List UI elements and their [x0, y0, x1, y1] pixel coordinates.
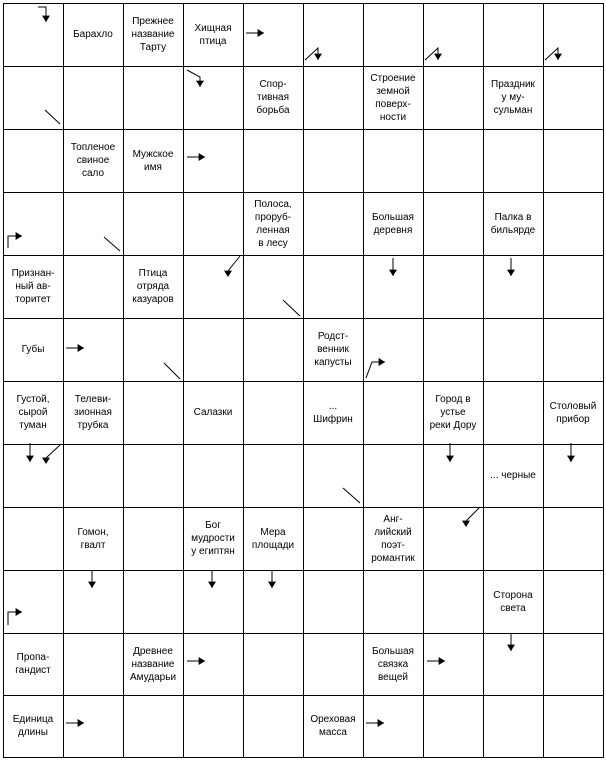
answer-cell[interactable] — [63, 192, 124, 256]
answer-cell[interactable] — [243, 695, 304, 758]
answer-cell[interactable] — [3, 507, 64, 571]
answer-cell[interactable] — [423, 695, 484, 758]
answer-cell[interactable] — [183, 318, 244, 382]
answer-cell[interactable] — [483, 633, 544, 696]
answer-cell[interactable] — [183, 192, 244, 256]
answer-cell[interactable] — [543, 66, 604, 130]
clue-cell — [63, 3, 124, 67]
answer-cell[interactable] — [183, 570, 244, 634]
clue-cell — [3, 255, 64, 319]
answer-cell[interactable] — [183, 633, 244, 696]
clue-c-douro: Город в устье реки Дору — [429, 394, 477, 431]
answer-cell[interactable] — [303, 192, 364, 256]
answer-cell[interactable] — [303, 66, 364, 130]
answer-cell[interactable] — [543, 633, 604, 696]
answer-cell[interactable] — [63, 318, 124, 382]
answer-cell[interactable] — [363, 381, 424, 445]
answer-cell[interactable] — [243, 381, 304, 445]
answer-cell[interactable] — [483, 381, 544, 445]
clue-cell — [363, 633, 424, 696]
clue-cell — [63, 381, 124, 445]
answer-cell[interactable] — [183, 255, 244, 319]
clue-c-tv-tube: Телеви- зионная трубка — [74, 394, 112, 431]
clue-cell — [483, 66, 544, 130]
clue-cell — [63, 507, 124, 571]
clue-c-length: Единица длины — [12, 714, 54, 738]
clue-c-black: ... черные — [490, 470, 536, 481]
clue-cell — [123, 255, 184, 319]
answer-cell[interactable] — [423, 255, 484, 319]
answer-cell[interactable] — [3, 129, 64, 193]
clue-cell — [363, 192, 424, 256]
answer-cell[interactable] — [543, 695, 604, 758]
answer-cell[interactable] — [543, 507, 604, 571]
clue-cell — [123, 129, 184, 193]
clue-cell — [123, 633, 184, 696]
clue-cell — [3, 695, 64, 758]
crossword-grid — [3, 3, 603, 757]
clue-cell — [3, 318, 64, 382]
answer-cell[interactable] — [363, 570, 424, 634]
clue-c-bird: Хищная птица — [194, 22, 232, 47]
clue-cell — [183, 3, 244, 67]
answer-cell[interactable] — [423, 66, 484, 130]
answer-cell[interactable] — [243, 318, 304, 382]
clue-c-noise: Гомон, гвалт — [77, 526, 109, 551]
answer-cell[interactable] — [243, 255, 304, 319]
clue-c-authority: Признан- ный ав- торитет — [11, 268, 55, 305]
answer-cell[interactable] — [543, 318, 604, 382]
clue-cell — [183, 381, 244, 445]
answer-cell[interactable] — [63, 633, 124, 696]
clue-c-male-name: Мужское имя — [132, 148, 174, 173]
clue-c-lips: Губы — [21, 344, 45, 355]
clue-c-lard: Топленое свиное сало — [70, 142, 116, 179]
clue-cell — [303, 318, 364, 382]
clue-c-cutlery: Столовый прибор — [549, 400, 597, 425]
answer-cell[interactable] — [423, 3, 484, 67]
answer-cell[interactable] — [63, 66, 124, 130]
clue-cell — [303, 695, 364, 758]
answer-cell[interactable] — [243, 3, 304, 67]
answer-cell[interactable] — [303, 507, 364, 571]
answer-cell[interactable] — [303, 633, 364, 696]
clue-cell — [183, 507, 244, 571]
clue-c-propagandist: Пропа- гандист — [15, 652, 51, 676]
answer-cell[interactable] — [423, 318, 484, 382]
clue-c-tartu: Прежнее название Тарту — [131, 16, 175, 53]
clue-c-sled: Салазки — [193, 407, 233, 418]
answer-cell[interactable] — [303, 255, 364, 319]
clue-c-thoth: Бог мудрости у египтян — [191, 520, 235, 557]
clue-cell — [423, 381, 484, 445]
answer-cell[interactable] — [483, 3, 544, 67]
answer-cell[interactable] — [483, 255, 544, 319]
clue-cell — [483, 444, 544, 508]
clue-cell — [3, 381, 64, 445]
answer-cell[interactable] — [243, 444, 304, 508]
answer-cell[interactable] — [363, 695, 424, 758]
answer-cell[interactable] — [3, 444, 64, 508]
answer-cell[interactable] — [123, 192, 184, 256]
answer-cell[interactable] — [543, 129, 604, 193]
answer-cell[interactable] — [363, 129, 424, 193]
clue-c-barakhlo: Барахло — [73, 29, 113, 40]
clue-c-fog: Густой, сырой туман — [16, 394, 50, 431]
answer-cell[interactable] — [303, 570, 364, 634]
clue-cell — [3, 633, 64, 696]
clue-c-cassowary: Птица отряда казуаров — [132, 268, 174, 305]
answer-cell[interactable] — [543, 255, 604, 319]
answer-cell[interactable] — [3, 3, 64, 67]
clue-cell — [123, 3, 184, 67]
answer-cell[interactable] — [423, 570, 484, 634]
answer-cell[interactable] — [543, 3, 604, 67]
answer-cell[interactable] — [63, 695, 124, 758]
answer-cell[interactable] — [483, 695, 544, 758]
answer-cell[interactable] — [243, 129, 304, 193]
answer-cell[interactable] — [423, 507, 484, 571]
answer-cell[interactable] — [243, 570, 304, 634]
clue-cell — [483, 192, 544, 256]
clue-c-clearing: Полоса, проруб- ленная в лесу — [254, 198, 292, 249]
answer-cell[interactable] — [423, 129, 484, 193]
answer-cell[interactable] — [123, 381, 184, 445]
answer-cell[interactable] — [183, 695, 244, 758]
answer-cell[interactable] — [303, 3, 364, 67]
answer-cell[interactable] — [543, 192, 604, 256]
answer-cell[interactable] — [423, 633, 484, 696]
clue-c-shifrin: ... Шифрин — [313, 400, 353, 425]
answer-cell[interactable] — [243, 633, 304, 696]
answer-cell[interactable] — [3, 192, 64, 256]
answer-cell[interactable] — [123, 66, 184, 130]
clue-c-area: Мера площади — [251, 526, 295, 551]
answer-cell[interactable] — [483, 318, 544, 382]
clue-cell — [543, 381, 604, 445]
answer-cell[interactable] — [483, 129, 544, 193]
clue-c-surface: Строение земной поверх- ности — [370, 72, 416, 123]
answer-cell[interactable] — [183, 66, 244, 130]
answer-cell[interactable] — [363, 255, 424, 319]
answer-cell[interactable] — [423, 444, 484, 508]
clue-cell — [363, 66, 424, 130]
clue-c-poet: Анг- лийский поэт- романтик — [371, 513, 415, 564]
answer-cell[interactable] — [423, 192, 484, 256]
answer-cell[interactable] — [63, 570, 124, 634]
clue-c-walnut: Ореховая масса — [310, 714, 356, 738]
clue-c-holiday: Праздник у му- сульман — [491, 79, 535, 116]
clue-c-amudarya: Древнее название Амударьи — [129, 645, 177, 683]
answer-cell[interactable] — [123, 570, 184, 634]
answer-cell[interactable] — [123, 507, 184, 571]
answer-cell[interactable] — [363, 444, 424, 508]
answer-cell[interactable] — [303, 444, 364, 508]
answer-cell[interactable] — [363, 318, 424, 382]
answer-cell[interactable] — [3, 570, 64, 634]
answer-cell[interactable] — [123, 695, 184, 758]
clue-cell — [483, 570, 544, 634]
answer-cell[interactable] — [183, 129, 244, 193]
answer-cell[interactable] — [363, 3, 424, 67]
answer-cell[interactable] — [63, 444, 124, 508]
clue-cell — [243, 192, 304, 256]
answer-cell[interactable] — [303, 129, 364, 193]
clue-cell — [303, 381, 364, 445]
answer-cell[interactable] — [123, 444, 184, 508]
clue-c-village: Большая деревня — [372, 211, 414, 236]
clue-cell — [243, 507, 304, 571]
clue-cell — [63, 129, 124, 193]
clue-c-cabbage: Родст- венник капусты — [314, 331, 352, 368]
answer-cell[interactable] — [3, 66, 64, 130]
answer-cell[interactable] — [483, 507, 544, 571]
clue-cell — [363, 507, 424, 571]
clue-c-cue: Палка в бильярде — [490, 211, 536, 236]
answer-cell[interactable] — [543, 570, 604, 634]
answer-cell[interactable] — [543, 444, 604, 508]
clue-c-sport: Спор- тивная борьба — [256, 79, 290, 116]
clue-cell — [243, 66, 304, 130]
answer-cell[interactable] — [123, 318, 184, 382]
answer-cell[interactable] — [63, 255, 124, 319]
clue-c-bundle: Большая связка вещей — [372, 645, 414, 683]
answer-cell[interactable] — [183, 444, 244, 508]
clue-c-direction: Сторона света — [493, 589, 533, 614]
